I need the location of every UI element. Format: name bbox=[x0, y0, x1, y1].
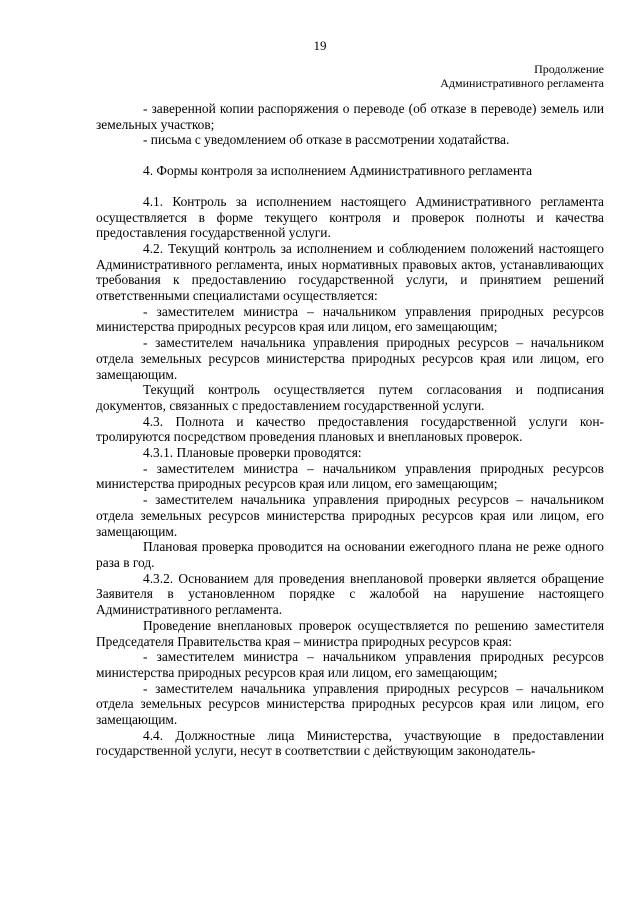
paragraph: Проведение внеплановых проверок осуществляется по решению заместителя Председателя Правительства края – министра природных ресурсов края: bbox=[96, 617, 604, 649]
list-item: - заверенной копии распоряжения о переводе (об отказе в переводе) земель или земельных участков; bbox=[96, 101, 604, 132]
list-item: - заместителем министра – начальником управления природных ресурсов министерства природных ресурсов края или лицом, его замещающим; bbox=[96, 303, 604, 335]
document-body bbox=[96, 101, 604, 759]
paragraph: 4.3.2. Основанием для проведения внеплановой проверки является обращение Заявителя в установленном порядке с жалобой на нарушение настоящего Административного регламента. bbox=[96, 570, 604, 618]
paragraph: Текущий контроль осуществляется путем согласования и подписания документов, связанных с предоставлением государственной услуги. bbox=[96, 382, 604, 413]
list-item: - заместителем министра – начальником управления природных ресурсов министерства природных ресурсов края или лицом, его замещающим; bbox=[96, 460, 604, 492]
paragraph: 4.4. Должностные лица Министерства, участвующие в предоставлении государственной услуги, несут в соответствии с действующим законодатель- bbox=[96, 727, 604, 759]
section-heading: 4. Формы контроля за исполнением Административного регламента bbox=[143, 163, 533, 179]
continuation-note-line: Продолжение bbox=[534, 62, 604, 76]
list-item: - письма с уведомлением об отказе в рассмотрении ходатайства. bbox=[143, 132, 510, 148]
paragraph: 4.2. Текущий контроль за исполнением и соблюдением положений настоящего Административного регламента, иных нормативных правовых актов, устанавливающих требования к предоставлению государственной услуги, и принятием решений ответственными специалистами осуществляется: bbox=[96, 240, 604, 304]
paragraph: 4.3.1. Плановые проверки проводятся: bbox=[143, 445, 362, 461]
paragraph: Плановая проверка проводится на основании ежегодного плана не реже одного раза в год. bbox=[96, 539, 604, 570]
continuation-note bbox=[440, 62, 604, 90]
list-item: - заместителем начальника управления природных ресурсов – начальником отдела земельных ресурсов министерства природных ресурсов края или лицом, его замещающим. bbox=[96, 680, 604, 728]
continuation-note-line: Административного регламента bbox=[440, 76, 604, 90]
paragraph: 4.3. Полнота и качество предоставления государственной услуги контролируются посредством проведения плановых и внеплановых проверок. bbox=[96, 413, 604, 445]
list-item: - заместителем начальника управления природных ресурсов – начальником отдела земельных ресурсов министерства природных ресурсов края или лицом, его замещающим. bbox=[96, 492, 604, 539]
page-number: 19 bbox=[313, 38, 327, 53]
list-item: - заместителем министра – начальником управления природных ресурсов министерства природных ресурсов края или лицом, его замещающим; bbox=[96, 649, 604, 680]
list-item: - заместителем начальника управления природных ресурсов – начальником отдела земельных ресурсов министерства природных ресурсов края или лицом, его замещающим. bbox=[96, 335, 604, 382]
paragraph: 4.1. Контроль за исполнением настоящего Административного регламента осуществляется в форме текущего контроля и проверок полноты и качества предоставления государственной услуги. bbox=[96, 193, 604, 241]
